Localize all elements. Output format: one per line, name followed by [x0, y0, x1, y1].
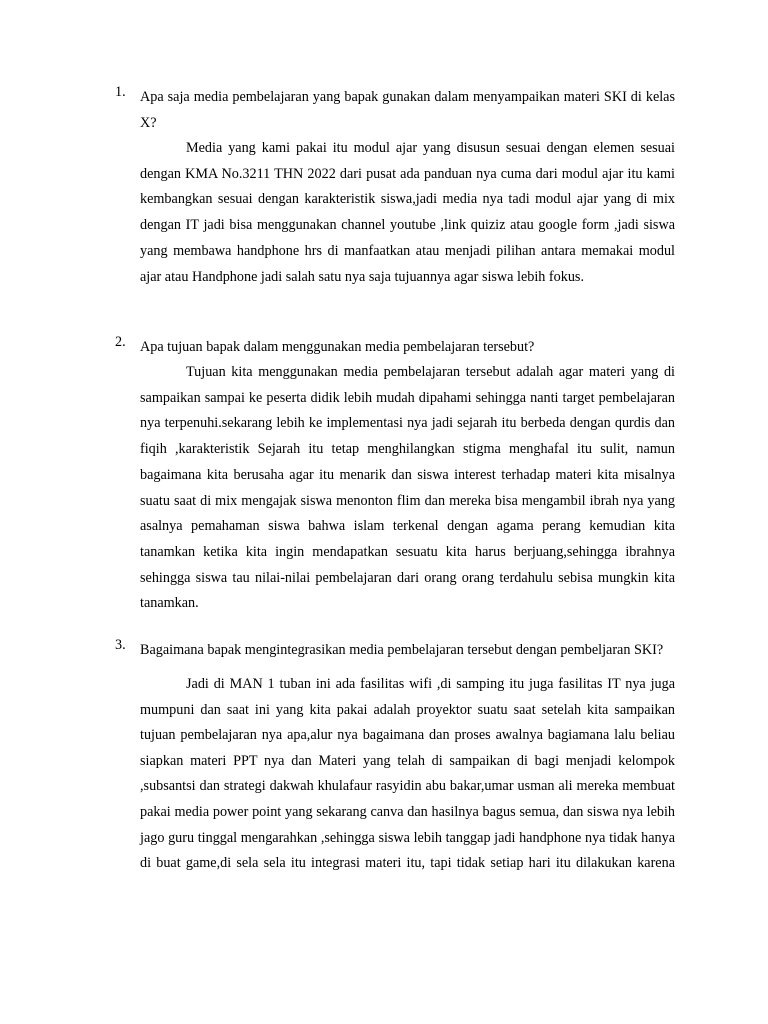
answer-text: Tujuan kita menggunakan media pembelajaran tersebut adalah agar materi yang di sampaikan sampai ke peserta didik lebih mudah dipahami sehingga nanti target pembelajaran nya terpenuhi.sekarang lebih ke implementasi nya jadi sejarah itu berbeda dengan qurdis dan fiqih ,karakteristik Sejarah itu tetap menghilangkan stigma menghafal itu sulit, namun bagaimana kita berusaha agar itu menarik dan siswa interest terhadap materi kita misalnya suatu saat di mix mengajak siswa menonton flim dan mereka bisa mengambil ibrah nya yang asalnya pemahaman siswa bahwa islam terkenal dengan agama perang kemudian kita tanamkan ketika kita ingin mendapatkan sesuatu kita harus berjuang,sehingga ibrahnya sehingga siswa tau nilai-nilai pembelajaran dari orang orang terdahulu sebisa mungkin kita tanamkan.: [140, 364, 675, 612]
question-item-1: [115, 84, 675, 290]
question-item-2: [115, 334, 675, 617]
question-item-3: [115, 637, 675, 877]
question-text: Apa saja media pembelajaran yang bapak gunakan dalam menyampaikan materi SKI di kelas X?: [140, 89, 675, 131]
question-number: 2.: [115, 334, 126, 350]
question-text: Apa tujuan bapak dalam menggunakan media pembelajaran tersebut?: [140, 339, 535, 355]
answer-text: Media yang kami pakai itu modul ajar yang disusun sesuai dengan elemen sesuai dengan KMA No.3211 THN 2022 dari pusat ada panduan nya cuma dari modul ajar itu kami kembangkan sesuai dengan karakteristik siswa,jadi media nya tadi modul ajar yang di mix dengan IT jadi bisa menggunakan channel youtube ,link quiziz atau google form ,jadi siswa yang membawa handphone hrs di manfaatkan atau menjadi pilihan antara memakai modul ajar atau Handphone jadi salah satu nya saja tujuannya agar siswa lebih fokus.: [140, 140, 675, 285]
question-number: 1.: [115, 84, 126, 100]
question-number: 3.: [115, 637, 126, 653]
question-text: Bagaimana bapak mengintegrasikan media pembelajaran tersebut dengan pembeljaran SKI?: [140, 642, 664, 658]
answer-text: Jadi di MAN 1 tuban ini ada fasilitas wifi ,di samping itu juga fasilitas IT nya juga mumpuni dan saat ini yang kita pakai adalah proyektor suatu saat setelah kita sampaikan tujuan pembelajaran nya apa,alur nya bagaimana dan proses awalnya bagiamana lalu beliau siapkan materi PPT nya dan Materi yang telah di sampaikan di bagi menjadi kelompok ,subsantsi dan strategi dakwah khulafaur rasyidin abu bakar,umar usman ali mereka membuat pakai media power point yang sekarang canva dan hasilnya bagus semua, dan siswa nya lebih jago guru tinggal mengarahkan ,sehingga siswa lebih tanggap jadi handphone nya tidak hanya di buat game,di sela sela itu integrasi materi itu, tapi tidak setiap hari itu dilakukan karena: [140, 676, 675, 872]
